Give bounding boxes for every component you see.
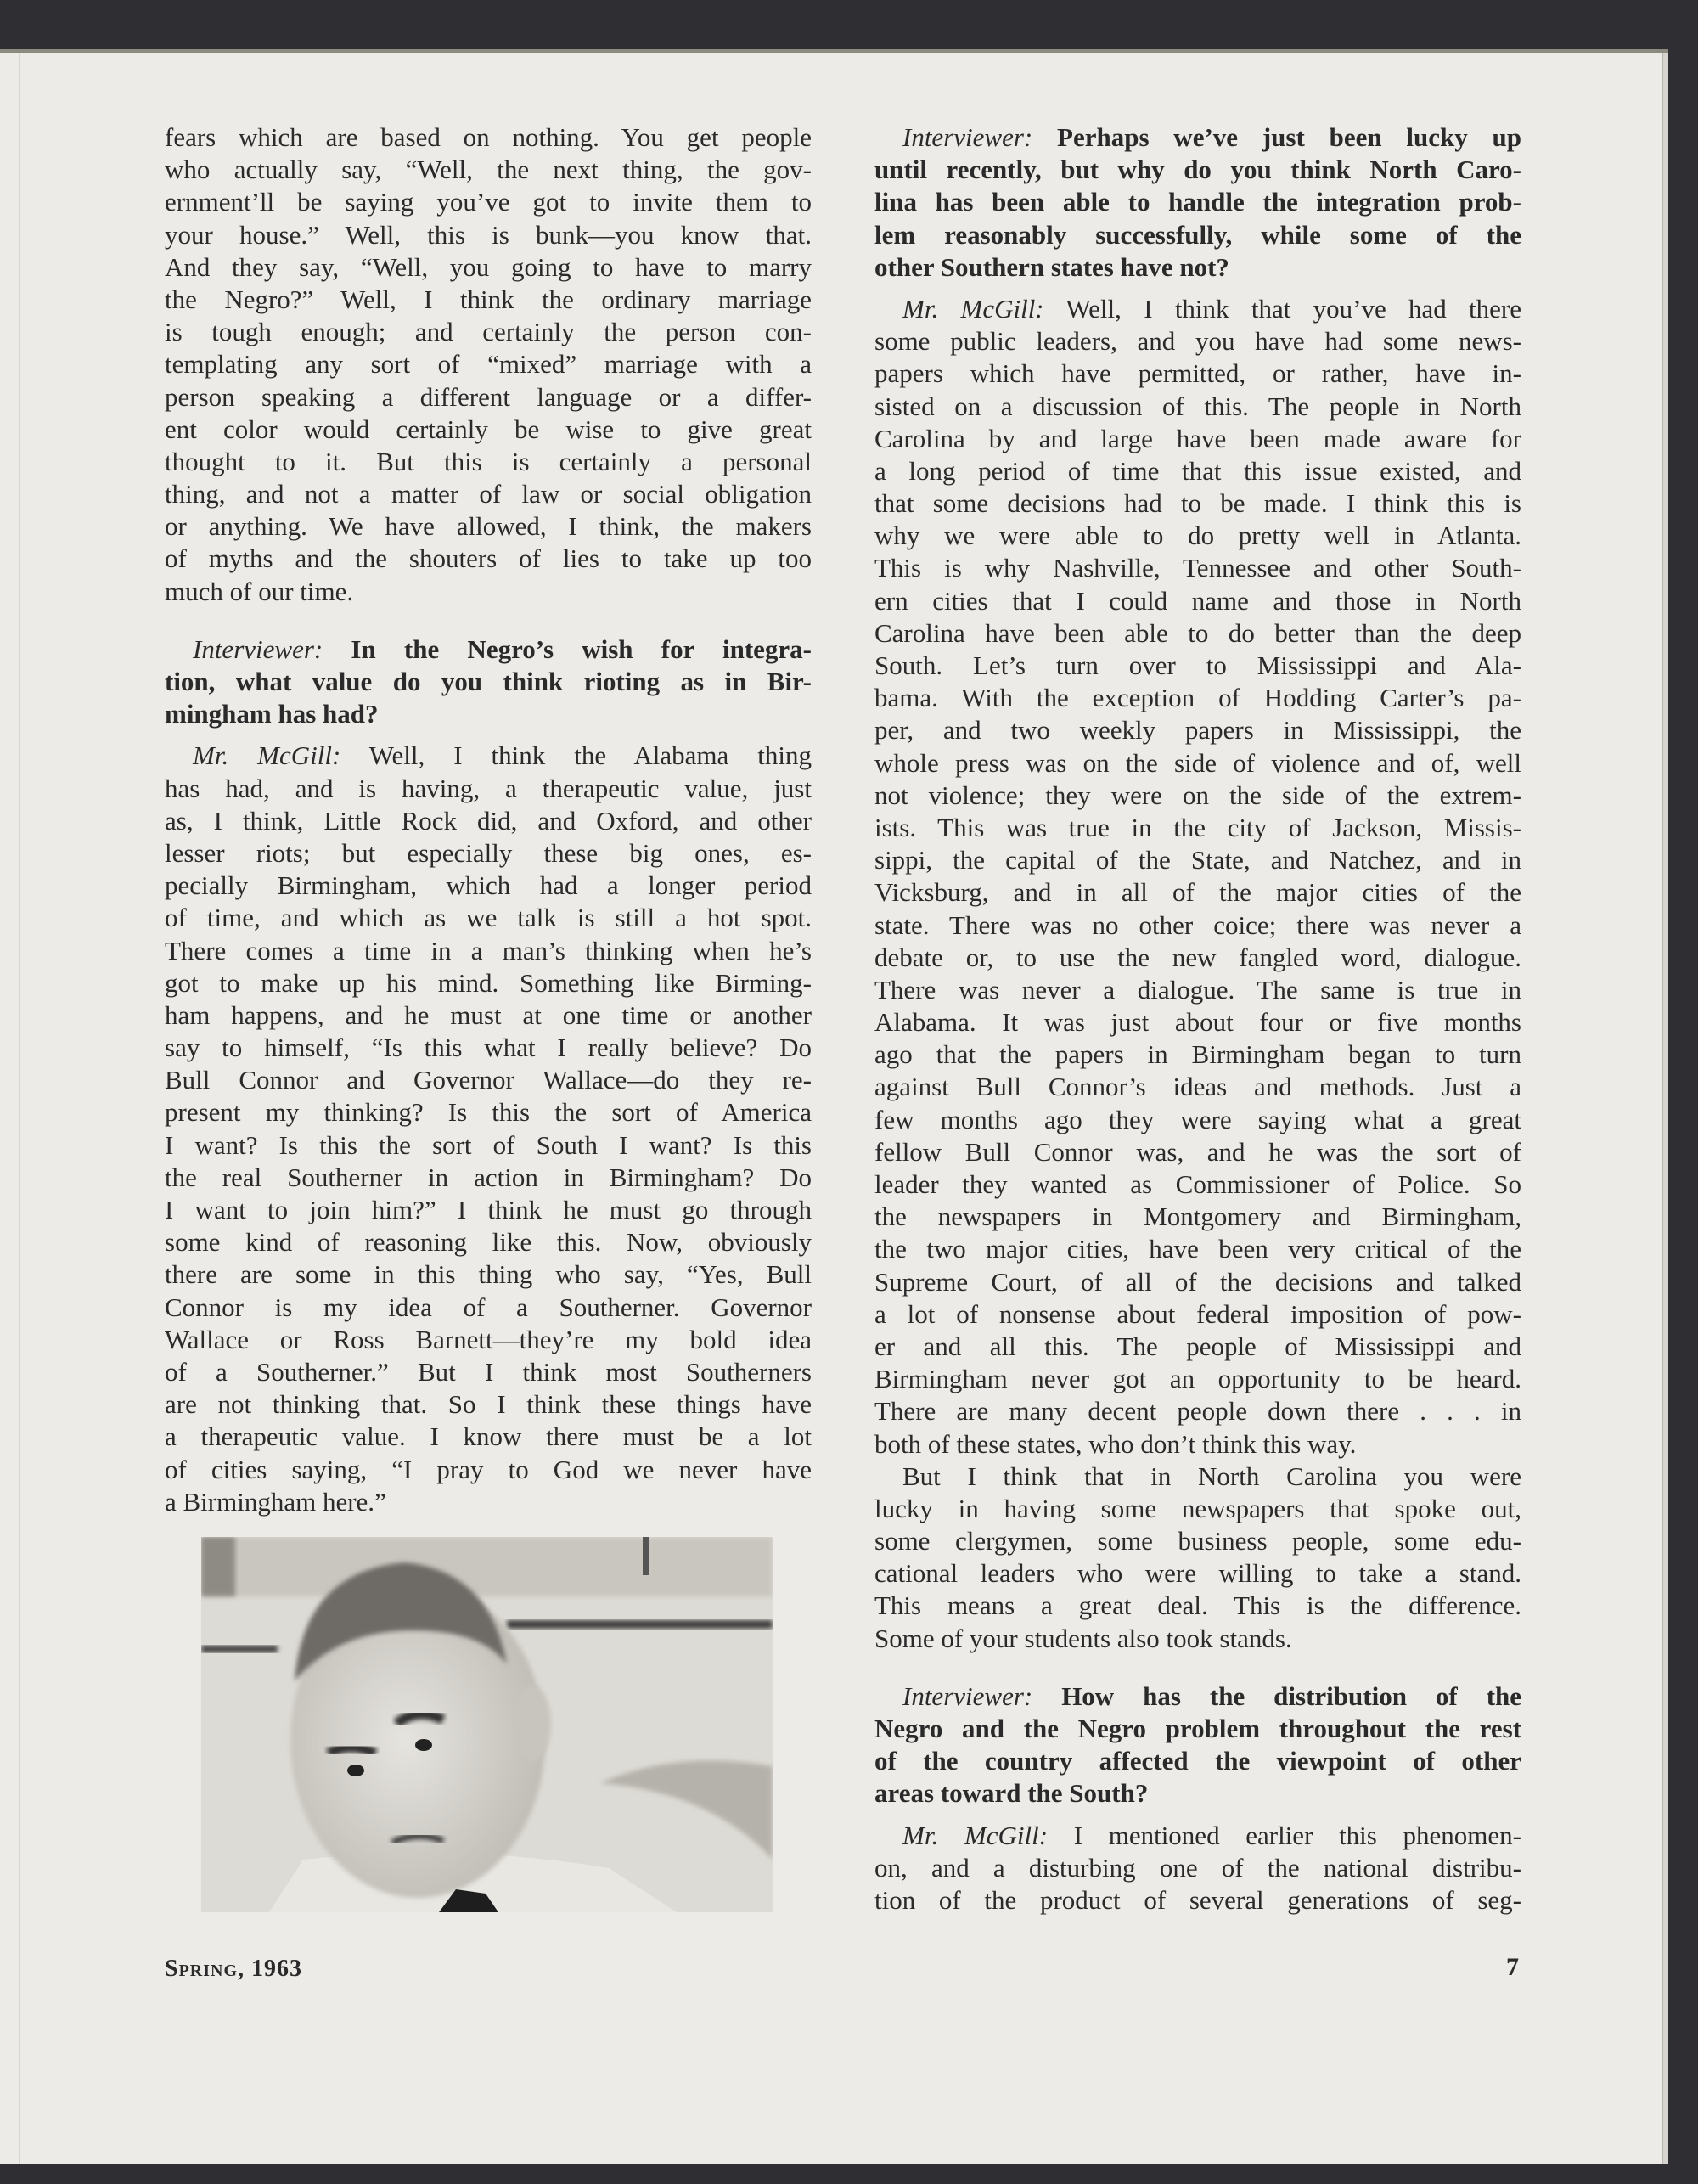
line-text: This is why Nashville, Tennessee and other South- <box>874 553 1521 583</box>
interviewer-question <box>165 633 812 731</box>
line-text: Wallace or Ross Barnett—they’re my bold idea <box>165 1324 812 1354</box>
line-text: as, I think, Little Rock did, and Oxford, and other <box>165 805 812 836</box>
line-text: ham happens, and he must at one time or another <box>165 999 812 1030</box>
line-text: Supreme Court, of all of the decisions and talked <box>874 1266 1521 1297</box>
portrait-photo <box>201 1537 773 1912</box>
line-text: both of these states, who don’t think this way. <box>874 1428 1357 1459</box>
line-text: a lot of nonsense about federal imposition of pow- <box>874 1298 1521 1329</box>
text-line <box>165 1064 812 1096</box>
speaker-label: Mr. McGill: <box>902 1820 1049 1850</box>
line-text: few months ago they were saying what a great <box>874 1104 1521 1134</box>
text-line <box>165 1032 812 1064</box>
speaker-label: Mr. McGill: <box>902 293 1044 324</box>
text-line <box>874 1266 1521 1298</box>
line-text: leader they wanted as Commissioner of Police. So <box>874 1169 1521 1199</box>
text-line <box>874 487 1521 520</box>
text-line <box>874 1777 1521 1810</box>
page-edge-right <box>1662 53 1668 2164</box>
line-text: tion, what value do you think rioting as in Bir- <box>165 667 812 696</box>
line-text: templating any sort of “mixed” marriage with a <box>165 349 812 380</box>
text-line <box>165 576 812 608</box>
line-text: why we were able to do pretty well in Atlanta. <box>874 521 1521 551</box>
text-line <box>165 284 812 316</box>
line-text: sippi, the capital of the State, and Natchez, and in <box>874 845 1521 875</box>
line-text: whole press was on the side of violence and of, well <box>874 747 1521 778</box>
line-text: ernment’ll be saying you’ve got to invite them to <box>165 187 812 217</box>
text-line <box>165 1194 812 1226</box>
text-line <box>165 902 812 934</box>
text-line <box>874 325 1521 357</box>
text-line <box>874 1557 1521 1590</box>
line-text: Well, I think that you’ve had there <box>1065 293 1522 324</box>
mcgill-answer <box>874 293 1521 1461</box>
text-line <box>165 805 812 837</box>
line-text: per, and two weekly papers in Mississippi, the <box>874 715 1521 746</box>
speaker-label: Interviewer: <box>902 122 1033 152</box>
text-line <box>165 773 812 805</box>
line-text: Some of your students also took stands. <box>874 1623 1292 1653</box>
text-line <box>165 154 812 186</box>
text-line <box>874 1852 1521 1884</box>
text-line <box>874 1039 1521 1071</box>
line-text: got to make up his mind. Something like Birming- <box>165 967 812 998</box>
text-line <box>165 543 812 575</box>
text-line <box>874 585 1521 617</box>
line-text: of time, and which as we talk is still a hot spot. <box>165 903 812 933</box>
page-number: 7 <box>1506 1953 1519 1981</box>
text-line <box>165 999 812 1032</box>
line-text: of cities saying, “I pray to God we never have <box>165 1454 812 1484</box>
text-line <box>874 455 1521 487</box>
line-text: thing, and not a matter of law or social obligation <box>165 479 812 509</box>
line-text: I mentioned earlier this phenomen- <box>1073 1820 1521 1850</box>
line-text: who actually say, “Well, the next thing, the gov- <box>165 155 812 185</box>
text-line <box>165 698 812 730</box>
text-line <box>165 219 812 251</box>
text-line <box>165 935 812 967</box>
text-line <box>874 1461 1521 1493</box>
text-line <box>165 1454 812 1486</box>
line-text: some public leaders, and you have had some news- <box>874 326 1521 357</box>
text-line <box>165 414 812 446</box>
text-line <box>165 1096 812 1129</box>
line-text: South. Let’s turn over to Mississippi and Ala- <box>874 650 1521 680</box>
text-line <box>874 1331 1521 1363</box>
line-text: Perhaps we’ve just been lucky up <box>1057 122 1522 152</box>
line-text: Vicksburg, and in all of the major cities of the <box>874 877 1521 908</box>
line-text: other Southern states have not? <box>874 251 1229 282</box>
line-text: ent color would certainly be wise to give great <box>165 414 812 444</box>
text-line <box>874 520 1521 552</box>
line-text: And they say, “Well, you going to have to marry <box>165 251 812 282</box>
portrait-image <box>201 1537 773 1912</box>
speaker-label: Interviewer: <box>902 1680 1033 1711</box>
text-line <box>165 478 812 510</box>
line-text: present my thinking? Is this the sort of America <box>165 1097 812 1128</box>
line-text: I want to join him?” I think he must go through <box>165 1195 812 1224</box>
line-text: cational leaders who were willing to take a stand. <box>874 1558 1521 1589</box>
text-line <box>874 780 1521 812</box>
text-line <box>165 1421 812 1453</box>
line-text: person speaking a different language or a differ- <box>165 381 812 412</box>
text-line <box>874 909 1521 942</box>
line-text: There was never a dialogue. The same is true in <box>874 974 1521 1005</box>
line-text: There are many decent people down there . . . in <box>874 1396 1521 1427</box>
line-text: lucky in having some newspapers that spoke out, <box>874 1493 1521 1523</box>
text-line <box>874 1071 1521 1103</box>
mcgill-answer <box>874 1820 1521 1917</box>
line-text: Carolina have been able to do better than the deep <box>874 617 1521 648</box>
line-text: Bull Connor and Governor Wallace—do they re- <box>165 1065 812 1095</box>
text-line <box>874 942 1521 974</box>
line-text: the newspapers in Montgomery and Birmingham, <box>874 1202 1521 1232</box>
text-line <box>165 1356 812 1388</box>
text-line <box>874 1168 1521 1201</box>
line-text: the two major cities, have been very critical of the <box>874 1234 1521 1264</box>
text-line <box>874 423 1521 455</box>
line-text: thought to it. But this is certainly a personal <box>165 446 812 476</box>
text-line <box>874 1680 1521 1713</box>
text-line <box>874 552 1521 584</box>
line-text: of myths and the shouters of lies to take up too <box>165 543 812 574</box>
line-text: I want? Is this the sort of South I want? Is this <box>165 1129 812 1160</box>
text-line <box>165 740 812 772</box>
text-line <box>874 121 1521 154</box>
line-text: Well, I think the Alabama thing <box>368 740 812 771</box>
text-line <box>874 1363 1521 1395</box>
text-line <box>874 1006 1521 1039</box>
text-line <box>874 617 1521 650</box>
line-text: are not thinking that. So I think these things have <box>165 1389 812 1420</box>
line-text: of the country affected the viewpoint of other <box>874 1746 1521 1776</box>
text-line <box>874 391 1521 423</box>
interviewer-question <box>874 121 1521 284</box>
line-text: a long period of time that this issue existed, and <box>874 455 1521 486</box>
line-text: debate or, to use the new fangled word, dialogue. <box>874 942 1521 972</box>
text-line <box>874 1713 1521 1745</box>
text-line <box>874 1395 1521 1427</box>
line-text: until recently, but why do you think North Caro- <box>874 155 1521 185</box>
line-text: the Negro?” Well, I think the ordinary marriage <box>165 284 812 314</box>
line-text: er and all this. The people of Mississippi and <box>874 1331 1521 1361</box>
text-line <box>874 1820 1521 1852</box>
interviewer-question <box>874 1680 1521 1810</box>
line-text: mingham has had? <box>165 699 379 729</box>
line-text: much of our time. <box>165 576 354 606</box>
binding-edge <box>19 53 20 2164</box>
text-line <box>874 1428 1521 1461</box>
line-text: Carolina by and large have been made aware for <box>874 423 1521 453</box>
text-line <box>165 1258 812 1291</box>
line-text: against Bull Connor’s ideas and methods. Just a <box>874 1072 1521 1102</box>
mcgill-answer <box>165 740 812 1518</box>
text-line <box>874 1104 1521 1136</box>
text-line <box>874 1201 1521 1233</box>
speaker-label: Mr. McGill: <box>193 740 341 771</box>
text-line <box>165 1162 812 1194</box>
issue-date: Spring, 1963 <box>165 1956 303 1982</box>
text-line <box>165 1388 812 1421</box>
text-line <box>165 446 812 478</box>
line-text: has had, and is having, a therapeutic value, just <box>165 773 812 803</box>
line-text: But I think that in North Carolina you were <box>902 1461 1521 1491</box>
text-line <box>874 974 1521 1006</box>
line-text: Alabama. It was just about four or five months <box>874 1007 1521 1038</box>
line-text: Negro and the Negro problem throughout the rest <box>874 1714 1521 1743</box>
line-text: on, and a disturbing one of the national distribu- <box>874 1852 1521 1883</box>
text-line <box>165 666 812 698</box>
text-column-left <box>165 121 812 1518</box>
text-line <box>165 1324 812 1356</box>
text-line <box>165 837 812 870</box>
text-line <box>874 682 1521 714</box>
line-text: some kind of reasoning like this. Now, obviously <box>165 1227 812 1258</box>
speaker-label: Interviewer: <box>193 633 323 664</box>
line-text: of a Southerner.” But I think most Southerners <box>165 1356 812 1387</box>
line-text: some clergymen, some business people, some edu- <box>874 1526 1521 1556</box>
line-text: Connor is my idea of a Southerner. Governor <box>165 1292 812 1322</box>
text-line <box>874 1136 1521 1168</box>
text-line <box>165 967 812 999</box>
text-line <box>874 293 1521 325</box>
line-text: fears which are based on nothing. You get people <box>165 122 812 152</box>
line-text: state. There was no other coice; there was never a <box>874 909 1521 940</box>
line-text: How has the distribution of the <box>1061 1680 1522 1711</box>
line-text: sisted on a discussion of this. The people in North <box>874 391 1521 421</box>
line-text: ern cities that I could name and those in North <box>874 585 1521 616</box>
text-line <box>874 1745 1521 1777</box>
line-text: lina has been able to handle the integration prob- <box>874 187 1521 217</box>
text-line <box>874 154 1521 186</box>
text-line <box>874 1298 1521 1331</box>
line-text: fellow Bull Connor was, and he was the sort of <box>874 1136 1521 1167</box>
text-line <box>874 186 1521 218</box>
line-text: not violence; they were on the side of the extrem- <box>874 780 1521 810</box>
line-text: This means a great deal. This is the difference. <box>874 1590 1521 1621</box>
text-line <box>874 812 1521 844</box>
line-text: there are some in this thing who say, “Yes, Bull <box>165 1259 812 1290</box>
line-text: tion of the product of several generations of seg- <box>874 1884 1521 1915</box>
line-text: pecially Birmingham, which had a longer period <box>165 870 812 901</box>
text-line <box>874 844 1521 876</box>
text-line <box>165 1226 812 1258</box>
text-line <box>165 1129 812 1162</box>
line-text: a therapeutic value. I know there must be a lot <box>165 1421 812 1452</box>
text-line <box>165 251 812 284</box>
text-line <box>874 1590 1521 1622</box>
text-line <box>874 1884 1521 1917</box>
text-line <box>874 219 1521 251</box>
text-line <box>165 633 812 666</box>
line-text: In the Negro’s wish for integra- <box>351 633 812 664</box>
text-line <box>874 1233 1521 1265</box>
line-text: There comes a time in a man’s thinking when he’s <box>165 935 812 965</box>
line-text: the real Southerner in action in Birmingham? Do <box>165 1162 812 1192</box>
text-line <box>874 1623 1521 1655</box>
text-line <box>874 1525 1521 1557</box>
text-line <box>165 1486 812 1518</box>
line-text: papers which have permitted, or rather, have in- <box>874 358 1521 389</box>
line-text: or anything. We have allowed, I think, the makers <box>165 511 812 542</box>
line-text: that some decisions had to be made. I think this is <box>874 488 1521 519</box>
text-line <box>874 1493 1521 1525</box>
text-line <box>874 876 1521 909</box>
text-line <box>874 357 1521 390</box>
line-text: ists. This was true in the city of Jackson, Missis- <box>874 812 1521 842</box>
line-text: say to himself, “Is this what I really believe? Do <box>165 1033 812 1063</box>
line-text: Birmingham never got an opportunity to be heard. <box>874 1364 1521 1394</box>
text-line <box>165 186 812 218</box>
line-text: lesser riots; but especially these big ones, es- <box>165 837 812 868</box>
text-line <box>165 510 812 543</box>
text-line <box>165 870 812 902</box>
text-line <box>165 348 812 380</box>
text-line <box>874 251 1521 284</box>
text-line <box>874 650 1521 682</box>
line-text: is tough enough; and certainly the person con- <box>165 317 812 347</box>
text-line <box>874 747 1521 780</box>
paragraph <box>165 121 812 608</box>
text-line <box>165 381 812 414</box>
line-text: bama. With the exception of Hodding Carter’s pa- <box>874 683 1521 713</box>
text-line <box>165 316 812 348</box>
text-line <box>165 1292 812 1324</box>
text-line <box>874 714 1521 746</box>
text-line <box>165 121 812 154</box>
line-text: lem reasonably successfully, while some of the <box>874 219 1521 250</box>
line-text: ago that the papers in Birmingham began to turn <box>874 1039 1521 1070</box>
line-text: your house.” Well, this is bunk—you know that. <box>165 219 812 250</box>
paragraph <box>874 1461 1521 1655</box>
line-text: a Birmingham here.” <box>165 1486 386 1517</box>
text-column-right <box>874 121 1521 1917</box>
line-text: areas toward the South? <box>874 1778 1149 1809</box>
